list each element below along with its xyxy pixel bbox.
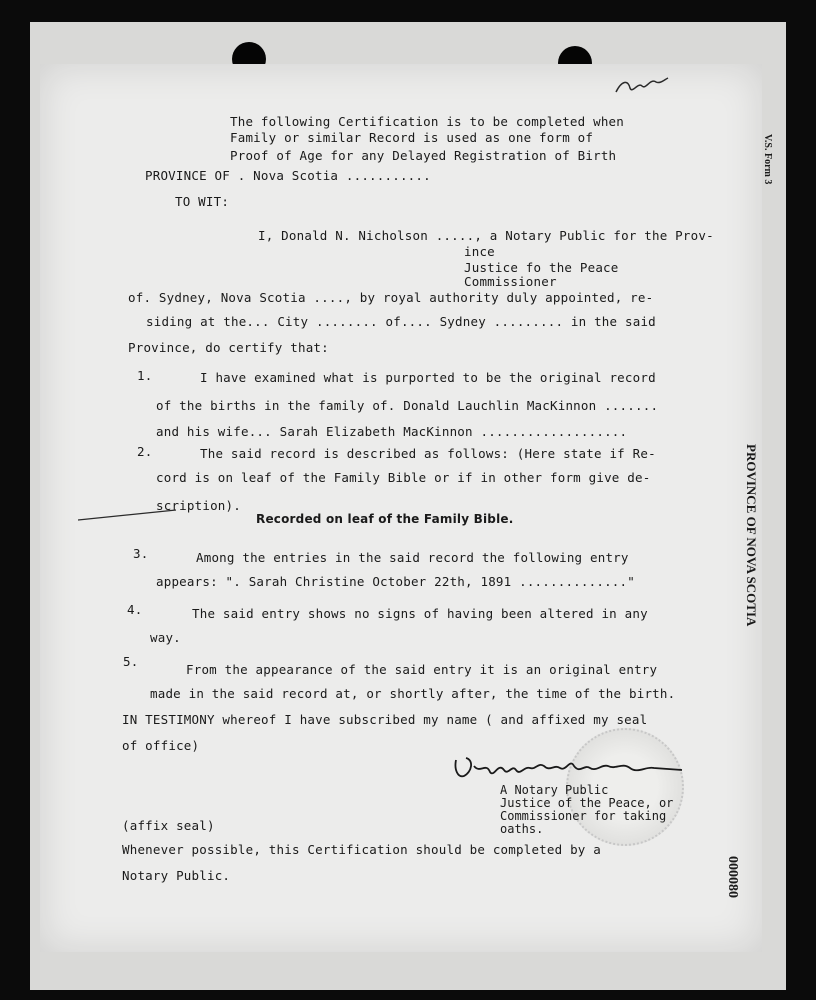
item-5-number: 5. — [123, 654, 139, 669]
handwritten-signature — [450, 752, 690, 786]
declarant-line: I, Donald N. Nicholson ....., a Notary Public for the Prov- — [258, 228, 714, 243]
item-2-description: Recorded on leaf of the Family Bible. — [256, 512, 514, 526]
header-line-2: Family or similar Record is used as one form of — [230, 130, 594, 145]
signature-title-2: Justice of the Peace, or — [500, 796, 674, 810]
item-2-line-1: The said record is described as follows: (Here state if Re- — [200, 446, 656, 461]
item-2-line-3: scription). — [156, 498, 241, 513]
to-wit-label: TO WIT: — [175, 194, 230, 209]
province-line: PROVINCE OF . Nova Scotia ........... — [145, 168, 431, 183]
item-2-number: 2. — [137, 444, 153, 459]
item-1-line-1: I have examined what is purported to be the original record — [200, 370, 656, 385]
item-3-line-2: appears: ". Sarah Christine October 22th, 1891 .............." — [156, 574, 635, 589]
header-line-1: The following Certification is to be completed when — [230, 114, 625, 129]
header-line-3: Proof of Age for any Delayed Registration of Birth — [230, 148, 617, 163]
item-3-number: 3. — [133, 546, 149, 561]
form-id: V.S. Form 3 — [762, 134, 773, 185]
side-title: PROVINCE OF NOVA SCOTIA — [744, 444, 759, 627]
item-5-line-2: made in the said record at, or shortly after, the time of the birth. — [150, 686, 676, 701]
side-number: 000080 — [725, 856, 740, 898]
item-2-line-2: cord is on leaf of the Family Bible or if in other form give de- — [156, 470, 651, 485]
office-justice: Justice fo the Peace — [464, 260, 619, 275]
item-4-line-1: The said entry shows no signs of having been altered in any — [192, 606, 648, 621]
signature-block — [500, 784, 673, 836]
signature-title-3: Commissioner for taking — [500, 809, 667, 823]
item-3-line-1: Among the entries in the said record the following entry — [196, 550, 629, 565]
signature-title-1: A Notary Public — [500, 783, 609, 797]
testimony-line-1: IN TESTIMONY whereof I have subscribed my name ( and affixed my seal — [122, 712, 648, 727]
footer-line-1: Whenever possible, this Certification should be completed by a — [122, 842, 601, 857]
of-line: of. Sydney, Nova Scotia ...., by royal authority duly appointed, re- — [128, 290, 654, 305]
signature-title-4: oaths. — [500, 822, 544, 836]
item-1-line-2: of the births in the family of. Donald Lauchlin MacKinnon ....... — [156, 398, 659, 413]
item-4-line-2: way. — [150, 630, 181, 645]
office-ince: ince — [464, 244, 495, 259]
testimony-line-2: of office) — [122, 738, 200, 753]
pen-stroke — [78, 508, 178, 522]
scribble-mark — [612, 72, 672, 100]
affix-seal-label: (affix seal) — [122, 818, 215, 833]
certify-line: Province, do certify that: — [128, 340, 329, 355]
residing-line: siding at the... City ........ of.... Sydney ......... in the said — [146, 314, 656, 329]
item-1-line-3: and his wife... Sarah Elizabeth MacKinnon ................... — [156, 424, 628, 439]
footer-line-2: Notary Public. — [122, 868, 231, 883]
item-4-number: 4. — [127, 602, 143, 617]
item-5-line-1: From the appearance of the said entry it is an original entry — [186, 662, 658, 677]
item-1-number: 1. — [137, 368, 153, 383]
office-commissioner: Commissioner — [464, 274, 557, 289]
